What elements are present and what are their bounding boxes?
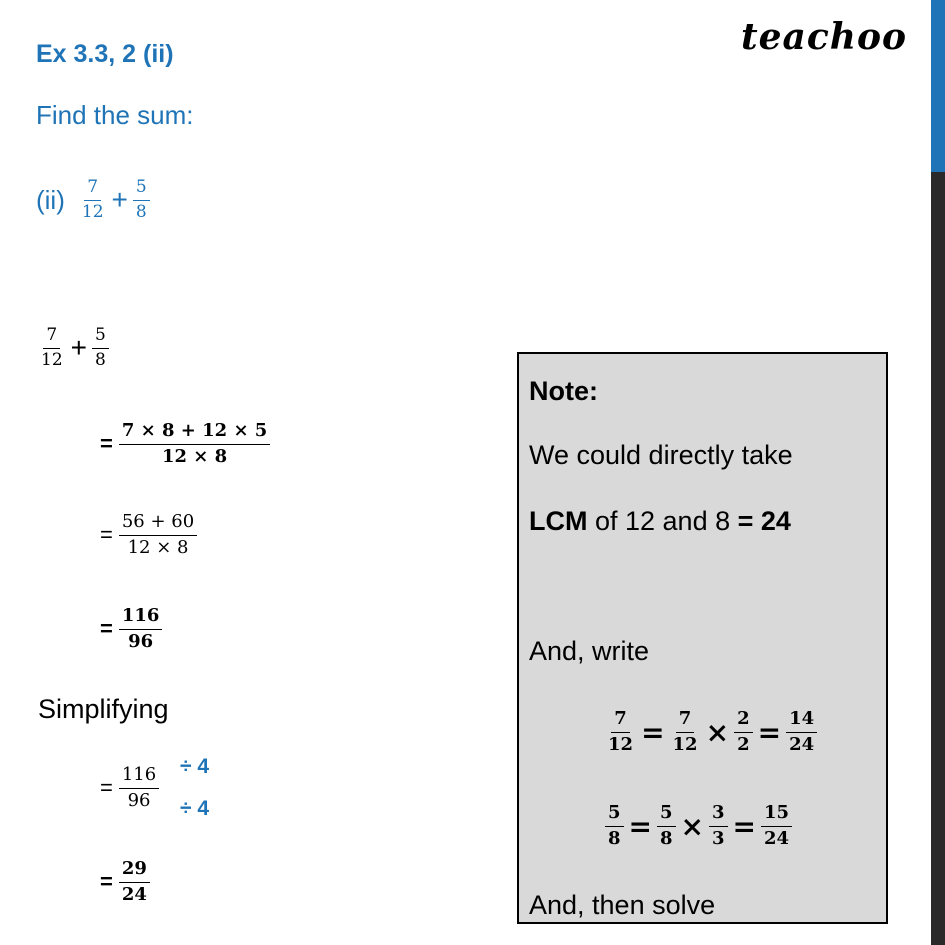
simplifying-label: Simplifying: [38, 694, 169, 724]
solution-step-3: = $\frac{116}{96}$: [100, 606, 162, 652]
note-equation-2: $\frac{5}{8}$ = $\frac{5}{8}$ × $\frac{3}{3}$ = $\frac{15}{24}$: [605, 803, 792, 849]
note-equation-1: $\frac{7}{12}$ = $\frac{7}{12}$ × $\frac{2}{2}$ = $\frac{14}{24}$: [605, 709, 817, 755]
question-fraction-a: $\frac{7}{12}$: [81, 177, 104, 222]
solution-step-4: = $\frac{116}{96}$: [100, 765, 159, 811]
question-part-label: (ii): [36, 184, 65, 215]
divide-by-4-bottom: ÷ 4: [180, 797, 210, 820]
solution-expression: [38, 326, 109, 370]
scrollbar-thumb[interactable]: [931, 0, 945, 172]
note-line-2: LCM of 12 and 8 = 24: [529, 506, 791, 536]
solution-fraction-a: $\frac{7}{12}$: [41, 325, 63, 370]
solution-step-5: = $\frac{29}{24}$: [100, 859, 150, 905]
question-expression: [36, 178, 150, 222]
note-line-1: We could directly take: [529, 440, 793, 470]
question-prompt: Find the sum:: [36, 100, 194, 130]
step-5-fraction: $\frac{29}{24}$: [119, 859, 150, 905]
solution-step-1: = $\frac{7 \times 8 + 12 \times 5}{12 \times 8}$: [100, 421, 270, 467]
solution-fraction-b: $\frac{5}{8}$: [92, 326, 109, 370]
plus-sign: +: [70, 332, 87, 364]
step-1-fraction: $\frac{7 \times 8 + 12 \times 5}{12 \times 8}$: [119, 421, 270, 467]
teachoo-logo: teachoo: [741, 16, 907, 58]
question-fraction-b: $\frac{5}{8}$: [133, 178, 150, 222]
step-3-fraction: $\frac{116}{96}$: [119, 606, 163, 652]
note-heading: Note:: [529, 376, 598, 406]
solution-step-2: = $\frac{56 + 60}{12 \times 8}$: [100, 512, 197, 558]
plus-sign: +: [111, 184, 128, 216]
step-2-fraction: $\frac{56 + 60}{12 \times 8}$: [119, 512, 197, 558]
exercise-title: Ex 3.3, 2 (ii): [36, 40, 174, 68]
note-box: [517, 352, 888, 924]
step-4-fraction: $\frac{116}{96}$: [119, 765, 159, 811]
divide-by-4-top: ÷ 4: [180, 755, 210, 778]
note-line-4: And, then solve: [529, 890, 716, 920]
note-line-3: And, write: [529, 636, 650, 666]
